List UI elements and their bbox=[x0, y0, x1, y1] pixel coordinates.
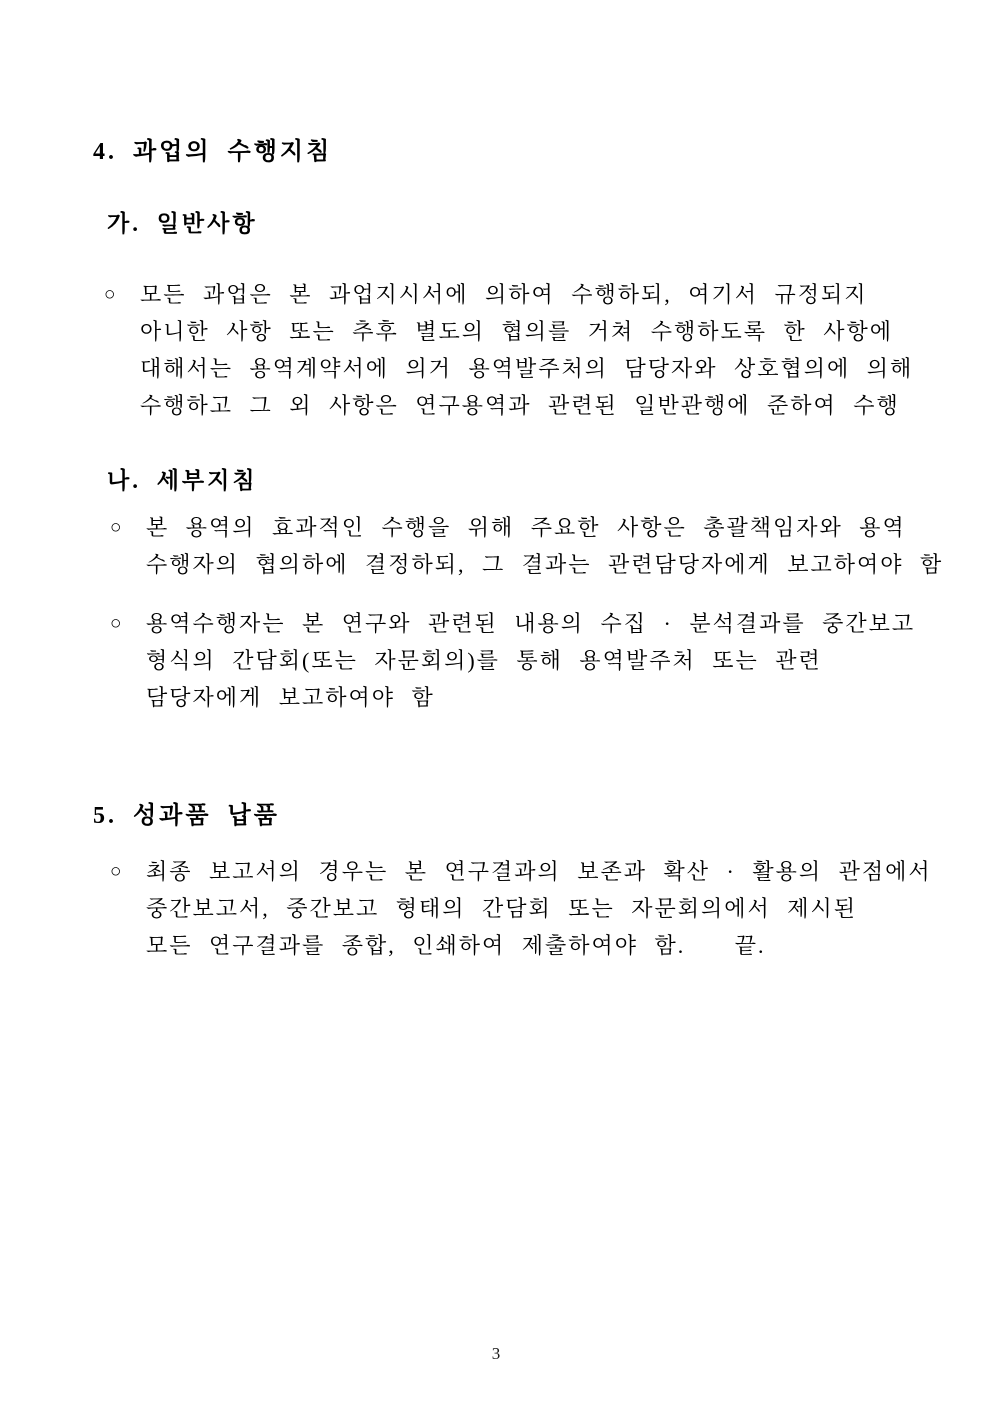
section-4-heading: 4. 과업의 수행지침 bbox=[93, 139, 333, 165]
general-bullet-paragraph bbox=[104, 276, 914, 424]
paragraph-line: 담당자에게 보고하여야 함 bbox=[146, 685, 435, 710]
paragraph-text bbox=[146, 509, 943, 583]
paragraph-line: 최종 보고서의 경우는 본 연구결과의 보존과 확산 · 활용의 관점에서 bbox=[146, 859, 932, 884]
paragraph-text bbox=[146, 853, 932, 964]
paragraph-line: 용역수행자는 본 연구와 관련된 내용의 수집 · 분석결과를 중간보고 bbox=[146, 611, 916, 636]
paragraph-line: 본 용역의 효과적인 수행을 위해 주요한 사항은 총괄책임자와 용역 bbox=[146, 515, 906, 540]
paragraph-line: 대해서는 용역계약서에 의거 용역발주처의 담당자와 상호협의에 의해 bbox=[140, 356, 914, 381]
paragraph-text bbox=[146, 605, 915, 716]
paragraph-line: 수행하고 그 외 사항은 연구용역과 관련된 일반관행에 준하여 수행 bbox=[140, 393, 900, 418]
subsection-ga-heading: 가. 일반사항 bbox=[107, 211, 258, 236]
subsection-na-heading: 나. 세부지침 bbox=[107, 468, 258, 493]
paragraph-line: 중간보고서, 중간보고 형태의 간담회 또는 자문회의에서 제시된 bbox=[146, 896, 858, 921]
bullet-circle-icon: ○ bbox=[110, 613, 122, 634]
page-number: 3 bbox=[491, 1344, 501, 1363]
deliverables-bullet-paragraph bbox=[110, 853, 932, 964]
detailed-bullet-paragraph-2 bbox=[110, 605, 920, 716]
paragraph-line: 수행자의 협의하에 결정하되, 그 결과는 관련담당자에게 보고하여야 함 bbox=[146, 552, 944, 577]
section-5-heading: 5. 성과품 납품 bbox=[93, 803, 280, 829]
paragraph-line: 모든 과업은 본 과업지시서에 의하여 수행하되, 여기서 규정되지 bbox=[140, 282, 868, 307]
detailed-bullet-paragraph-1 bbox=[110, 509, 944, 583]
paragraph-line: 모든 연구결과를 종합, 인쇄하여 제출하여야 함. 끝. bbox=[146, 933, 766, 958]
paragraph-text bbox=[140, 276, 913, 424]
bullet-circle-icon: ○ bbox=[110, 517, 122, 538]
paragraph-line: 아니한 사항 또는 추후 별도의 협의를 거쳐 수행하도록 한 사항에 bbox=[140, 319, 894, 344]
paragraph-line: 형식의 간담회(또는 자문회의)를 통해 용역발주처 또는 관련 bbox=[146, 648, 822, 673]
bullet-circle-icon: ○ bbox=[110, 861, 122, 882]
bullet-circle-icon: ○ bbox=[104, 284, 116, 305]
